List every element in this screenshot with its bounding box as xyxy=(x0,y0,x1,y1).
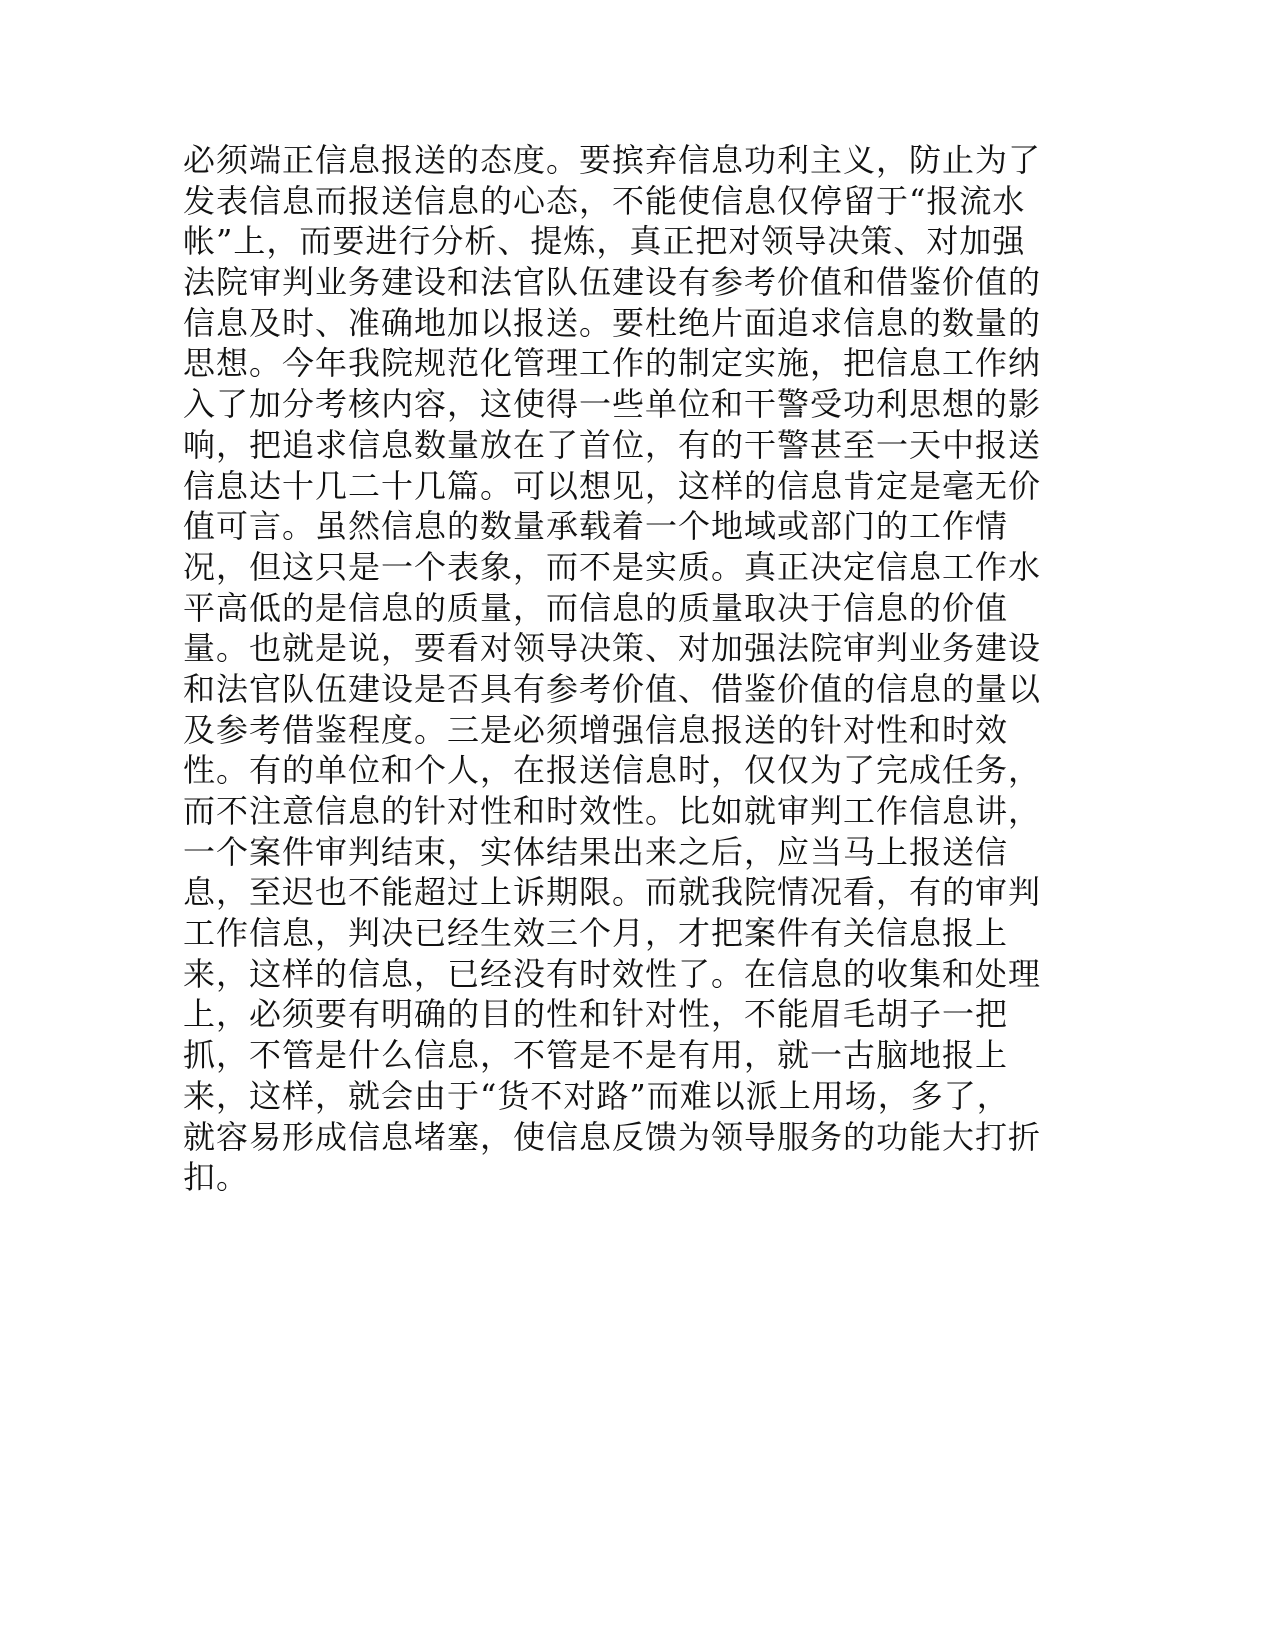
text-line: 来，这样，就会由于“货不对路”而难以派上用场，多了， xyxy=(183,1076,1010,1115)
text-line: 来，这样的信息，已经没有时效性了。在信息的收集和处理 xyxy=(183,954,1042,993)
text-line: 信息及时、准确地加以报送。要杜绝片面追求信息的数量的 xyxy=(183,303,1042,342)
text-line: 扣。 xyxy=(183,1158,250,1197)
text-line: 平高低的是信息的质量，而信息的质量取决于信息的价值 xyxy=(183,588,1009,627)
text-line: 一个案件审判结束，实体结果出来之后，应当马上报送信 xyxy=(183,832,1009,871)
text-line: 和法官队伍建设是否具有参考价值、借鉴价值的信息的量以 xyxy=(183,669,1042,708)
text-line: 思想。今年我院规范化管理工作的制定实施，把信息工作纳 xyxy=(183,344,1042,383)
text-line: 而不注意信息的针对性和时效性。比如就审判工作信息讲， xyxy=(183,792,1042,830)
text-line: 就容易形成信息堵塞，使信息反馈为领导服务的功能大打折 xyxy=(183,1117,1042,1156)
text-line: 量。也就是说，要看对领导决策、对加强法院审判业务建设 xyxy=(183,629,1042,668)
text-line: 性。有的单位和个人，在报送信息时，仅仅为了完成任务， xyxy=(183,751,1042,790)
text-line: 必须端正信息报送的态度。要摈弃信息功利主义，防止为了 xyxy=(183,141,1042,179)
text-line: 工作信息，判决已经生效三个月，才把案件有关信息报上 xyxy=(183,914,1009,953)
body-text xyxy=(183,140,1042,1198)
text-line: 帐”上，而要进行分析、提炼，真正把对领导决策、对加强 xyxy=(183,222,1026,261)
text-line: 值可言。虽然信息的数量承载着一个地域或部门的工作情 xyxy=(183,507,1009,546)
text-line: 息，至迟也不能超过上诉期限。而就我院情况看，有的审判 xyxy=(183,873,1042,912)
text-line: 况，但这只是一个表象，而不是实质。真正决定信息工作水 xyxy=(183,547,1042,586)
text-line: 法院审判业务建设和法官队伍建设有参考价值和借鉴价值的 xyxy=(183,263,1042,302)
text-line: 入了加分考核内容，这使得一些单位和干警受功利思想的影 xyxy=(183,385,1042,424)
text-line: 响，把追求信息数量放在了首位，有的干警甚至一天中报送 xyxy=(183,425,1042,464)
text-line: 及参考借鉴程度。三是必须增强信息报送的针对性和时效 xyxy=(183,710,1009,749)
text-line: 发表信息而报送信息的心态，不能使信息仅停留于“报流水 xyxy=(183,181,1026,220)
text-line: 抓，不管是什么信息，不管是不是有用，就一古脑地报上 xyxy=(183,1036,1009,1075)
text-line: 信息达十几二十几篇。可以想见，这样的信息肯定是毫无价 xyxy=(183,466,1042,505)
text-line: 上，必须要有明确的目的性和针对性，不能眉毛胡子一把 xyxy=(183,995,1009,1034)
